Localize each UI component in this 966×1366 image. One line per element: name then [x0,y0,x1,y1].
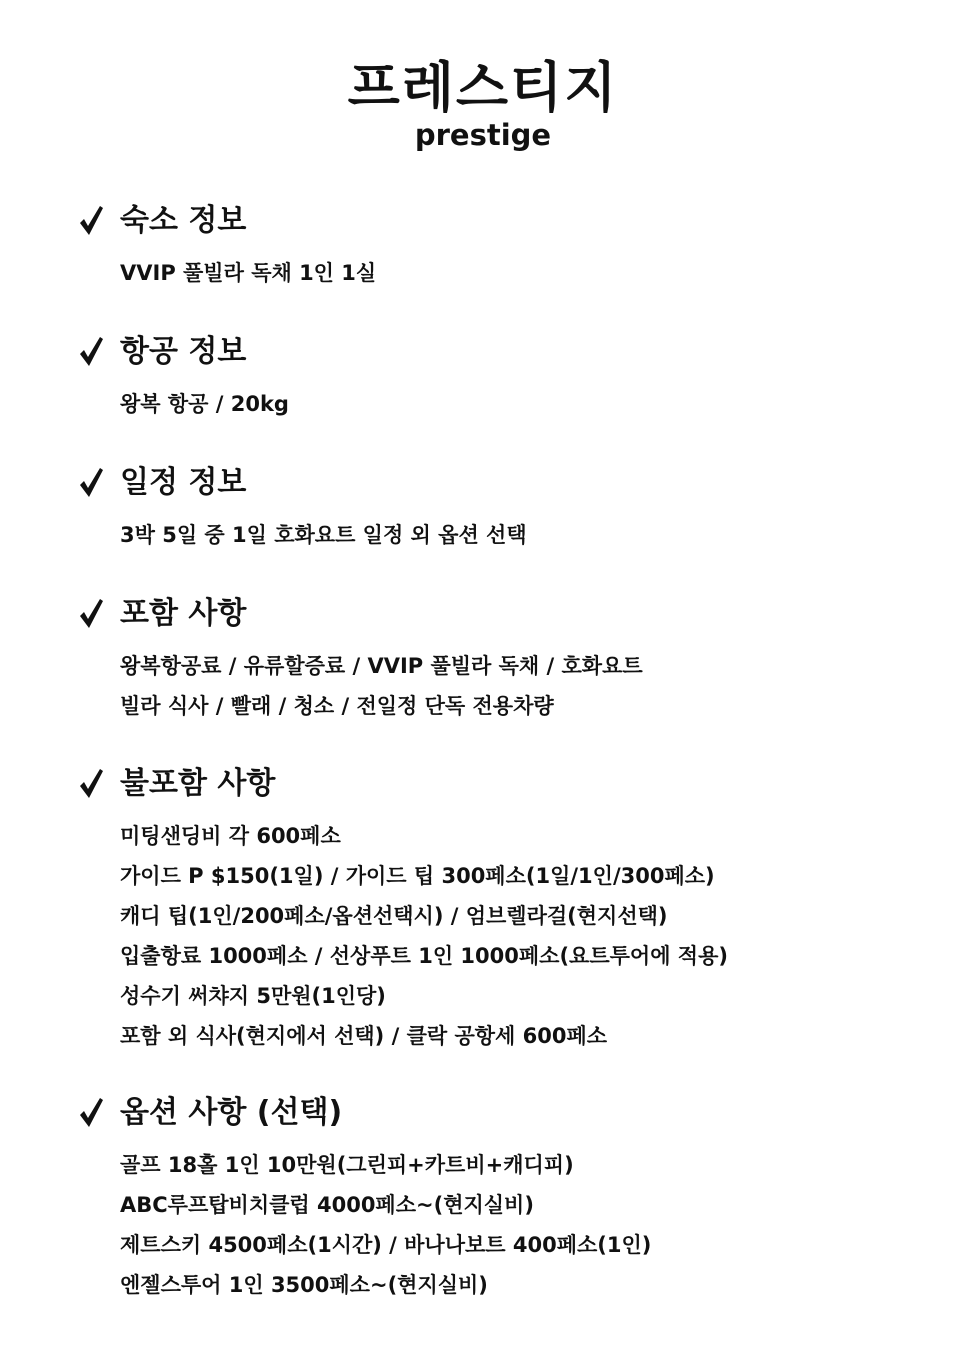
list-item: ABC루프탑비치클럽 4000페소~(현지실비) [120,1193,534,1217]
section-items [120,384,938,424]
section-items [120,1145,938,1305]
checkmark-icon [78,204,104,238]
section-heading [78,332,938,372]
section-accommodation [78,201,938,293]
section-title: 일정 정보 [120,465,247,500]
list-item: 왕복 항공 / 20kg [120,392,289,416]
list-item: 미팅샌딩비 각 600페소 [120,824,341,848]
section-title: 숙소 정보 [120,203,247,238]
section-title: 옵션 사항 (선택) [120,1095,343,1130]
list-item: 빌라 식사 / 빨래 / 청소 / 전일정 단독 전용차량 [120,694,554,718]
list-item: 입출항료 1000페소 / 선상푸트 1인 1000페소(요트투어에 적용) [120,944,728,968]
list-item: 성수기 써챠지 5만원(1인당) [120,984,386,1008]
section-items [120,816,938,1056]
section-items [120,515,938,555]
section-title: 포함 사항 [120,596,247,631]
checkmark-icon [78,597,104,631]
checkmark-icon [78,767,104,801]
section-items [120,253,938,293]
list-item: 3박 5일 중 1일 호화요트 일정 외 옵션 선택 [120,523,527,547]
section-heading [78,201,938,241]
section-excluded [78,764,938,1056]
list-item: 포함 외 식사(현지에서 선택) / 클락 공항세 600페소 [120,1024,608,1048]
list-item: 골프 18홀 1인 10만원(그린피+카트비+캐디피) [120,1153,574,1177]
checkmark-icon [78,466,104,500]
list-item: 제트스키 4500페소(1시간) / 바나나보트 400페소(1인) [120,1233,652,1257]
list-item: 가이드 P $150(1일) / 가이드 팁 300페소(1일/1인/300페소) [120,864,715,888]
checkmark-icon [78,335,104,369]
section-title: 항공 정보 [120,334,247,369]
list-item: VVIP 풀빌라 독채 1인 1실 [120,261,377,285]
list-item: 캐디 팁(1인/200페소/옵션선택시) / 엄브렐라걸(현지선택) [120,904,668,928]
section-heading [78,1093,938,1133]
section-heading [78,463,938,503]
section-heading [78,594,938,634]
section-included [78,594,938,726]
list-item: 엔젤스투어 1인 3500페소~(현지실비) [120,1273,488,1297]
section-title: 불포함 사항 [120,766,276,801]
checkmark-icon [78,1096,104,1130]
section-options [78,1093,938,1305]
page-title: 프레스티지 [347,56,619,119]
page-subtitle: prestige [414,118,552,152]
section-items [120,646,938,726]
section-flight [78,332,938,424]
section-schedule [78,463,938,555]
list-item: 왕복항공료 / 유류할증료 / VVIP 풀빌라 독채 / 호화요트 [120,654,643,678]
section-heading [78,764,938,804]
